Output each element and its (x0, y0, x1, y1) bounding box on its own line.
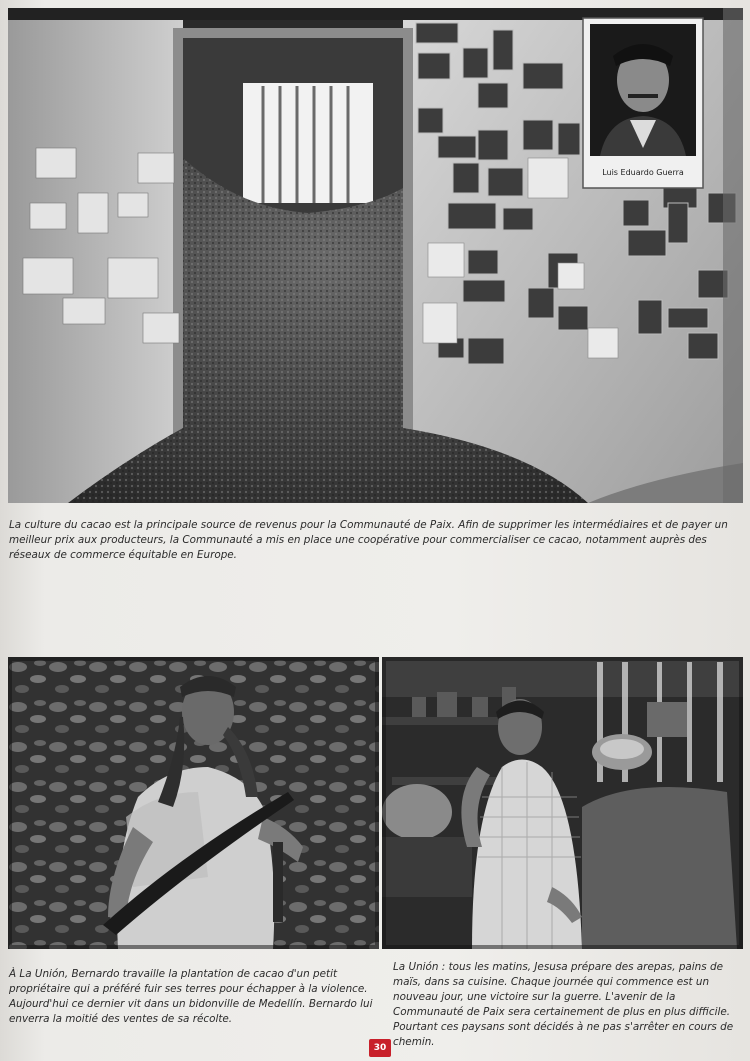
cacao-room-image (8, 8, 743, 503)
photo-cacao-room (8, 8, 743, 503)
jesusa-image (382, 657, 743, 949)
page-number-badge: 30 (369, 1039, 391, 1057)
photo-jesusa (382, 657, 743, 949)
poster-name-text: Luis Eduardo Guerra (602, 168, 684, 177)
photo-bernardo (8, 657, 379, 949)
caption-bernardo: À La Unión, Bernardo travaille la plantation de cacao d'un petit propriétaire qui a préféré fuir ses terres pour échapper à la violence. Aujourd'hui ce dernier vit dans un bidonville de Medellín. Bernardo lui enverra la moitié des ventes de sa récolte. (9, 968, 373, 1026)
bernardo-image (8, 657, 379, 949)
caption-jesusa: La Unión : tous les matins, Jesusa prépare des arepas, pains de maïs, dans sa cuisine. Chaque journée qui commence est un nouveau jour, une victoire sur la guerre. L'avenir de la Communauté de Paix sera certainement de plus en plus difficile. Pourtant ces paysans sont décidés à ne pas s'arrêter en cours de chemin. (393, 961, 734, 1049)
caption-cacao: La culture du cacao est la principale source de revenus pour la Communauté de Paix. Afin de supprimer les intermédiaires et de payer un meilleur prix aux producteurs, la Communauté a mis en place une coopérative pour commercialiser ce cacao, notamment auprès des réseaux de commerce équitable en Europe. (9, 519, 728, 562)
